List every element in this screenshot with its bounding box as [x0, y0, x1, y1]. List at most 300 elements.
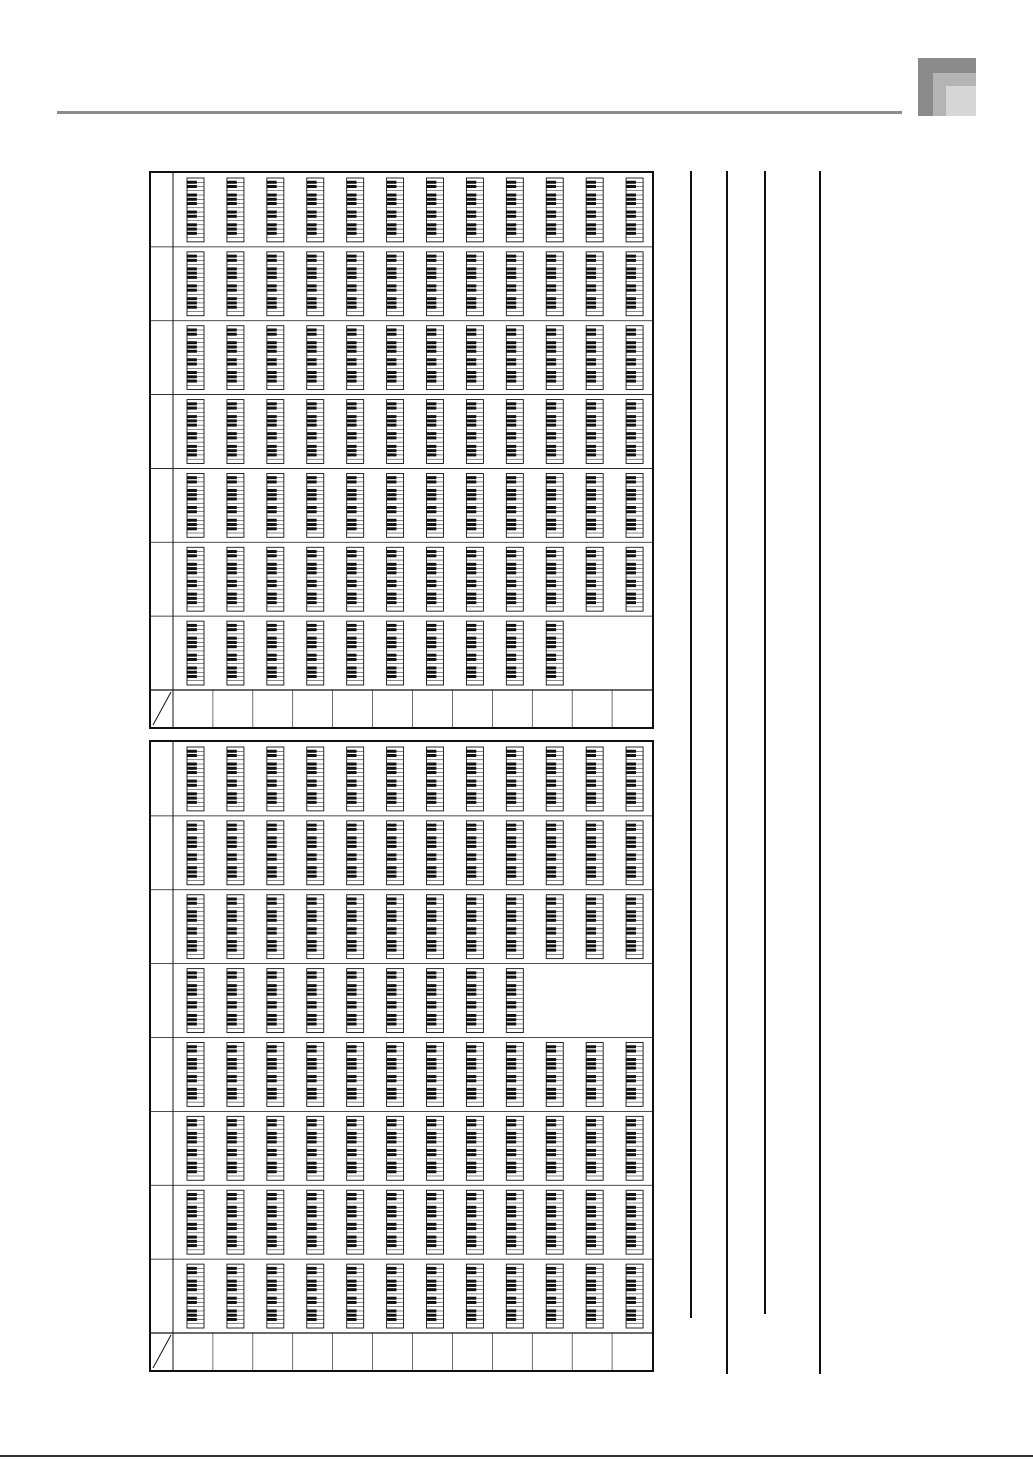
keyboard-diagram [187, 1116, 204, 1180]
black-key [506, 232, 516, 235]
black-key [586, 480, 596, 483]
black-key [347, 915, 357, 918]
black-key [187, 853, 197, 856]
black-key [307, 836, 317, 839]
black-key [267, 380, 277, 383]
keyboard-diagram [586, 400, 603, 464]
black-key [387, 866, 397, 869]
black-key [626, 910, 636, 913]
keyboard-diagram [586, 1264, 603, 1328]
black-key [506, 497, 516, 500]
black-key [187, 624, 197, 627]
footer-rule [0, 1455, 1033, 1457]
black-key [466, 1227, 476, 1230]
black-key [626, 198, 636, 201]
black-key [586, 328, 596, 331]
black-key [506, 194, 516, 197]
black-key [347, 1236, 357, 1239]
black-key [586, 1119, 596, 1122]
black-key [267, 346, 277, 349]
black-key [387, 1050, 397, 1053]
black-key [387, 780, 397, 783]
black-key [427, 628, 437, 631]
black-key [506, 1223, 516, 1226]
black-key [546, 523, 556, 526]
black-key [267, 350, 277, 353]
black-key [267, 211, 277, 214]
black-key [586, 306, 596, 309]
black-key [307, 1170, 317, 1173]
black-key [227, 828, 237, 831]
black-key [227, 1236, 237, 1239]
black-key [187, 1288, 197, 1291]
black-key [506, 350, 516, 353]
black-key [546, 584, 556, 587]
black-key [187, 1062, 197, 1065]
black-key [307, 866, 317, 869]
black-key [267, 301, 277, 304]
keyboard-diagram [267, 252, 284, 316]
black-key [586, 1123, 596, 1126]
keyboard-diagram [586, 252, 603, 316]
black-key [307, 1284, 317, 1287]
black-key [466, 949, 476, 952]
black-key [586, 1193, 596, 1196]
black-key [466, 767, 476, 770]
black-key [387, 927, 397, 930]
black-key [427, 497, 437, 500]
keyboard-diagram [307, 821, 324, 885]
black-key [506, 671, 516, 674]
black-key [506, 506, 516, 509]
black-key [626, 185, 636, 188]
black-key [546, 232, 556, 235]
keyboard-diagram [546, 400, 563, 464]
black-key [267, 767, 277, 770]
black-key [187, 1301, 197, 1304]
black-key [387, 792, 397, 795]
black-key [347, 1210, 357, 1213]
black-key [307, 984, 317, 987]
keyboard-diagram [187, 1264, 204, 1328]
black-key [466, 527, 476, 530]
black-key [506, 333, 516, 336]
black-key [546, 645, 556, 648]
black-key [506, 1240, 516, 1243]
black-key [307, 1119, 317, 1122]
black-key [586, 407, 596, 410]
black-key [307, 1058, 317, 1061]
black-key [626, 301, 636, 304]
black-key [586, 845, 596, 848]
black-key [387, 1170, 397, 1173]
black-key [387, 1136, 397, 1139]
black-key [506, 202, 516, 205]
black-key [347, 780, 357, 783]
black-key [347, 476, 357, 479]
black-key [187, 797, 197, 800]
black-key [427, 1244, 437, 1247]
black-key [387, 407, 397, 410]
keyboard-diagram [586, 821, 603, 885]
black-key [227, 628, 237, 631]
black-key [586, 445, 596, 448]
keyboard-diagram [347, 1043, 364, 1107]
black-key [427, 866, 437, 869]
black-key [267, 424, 277, 427]
black-key [626, 927, 636, 930]
keyboard-diagram [187, 252, 204, 316]
black-key [427, 940, 437, 943]
black-key [466, 1314, 476, 1317]
keyboard-diagram [347, 821, 364, 885]
black-key [347, 845, 357, 848]
black-key [187, 845, 197, 848]
black-key [506, 407, 516, 410]
black-key [586, 597, 596, 600]
black-key [187, 1067, 197, 1070]
black-key [586, 1045, 596, 1048]
black-key [227, 1153, 237, 1156]
black-key [187, 1079, 197, 1082]
black-key [347, 1197, 357, 1200]
black-key [427, 563, 437, 566]
black-key [387, 1280, 397, 1283]
black-key [227, 637, 237, 640]
black-key [267, 1153, 277, 1156]
black-key [626, 1050, 636, 1053]
black-key [586, 223, 596, 226]
black-key [546, 853, 556, 856]
black-key [267, 1318, 277, 1321]
black-key [626, 380, 636, 383]
black-key [187, 898, 197, 901]
black-key [427, 593, 437, 596]
black-key [267, 1236, 277, 1239]
black-key [187, 506, 197, 509]
black-key [227, 1136, 237, 1139]
black-key [506, 341, 516, 344]
black-key [546, 1149, 556, 1152]
black-key [187, 666, 197, 669]
black-key [187, 375, 197, 378]
black-key [387, 1301, 397, 1304]
black-key [506, 301, 516, 304]
black-key [427, 527, 437, 530]
black-key [506, 824, 516, 827]
black-key [267, 927, 277, 930]
keyboard-diagram [506, 252, 523, 316]
black-key [227, 432, 237, 435]
black-key [586, 1136, 596, 1139]
black-key [387, 845, 397, 848]
black-key [626, 1280, 636, 1283]
black-key [347, 1119, 357, 1122]
keyboard-diagram [267, 1116, 284, 1180]
black-key [307, 1206, 317, 1209]
keyboard-diagram [387, 1116, 404, 1180]
black-key [267, 902, 277, 905]
black-key [347, 371, 357, 374]
black-key [307, 1005, 317, 1008]
black-key [586, 1062, 596, 1065]
black-key [267, 801, 277, 804]
black-key [466, 567, 476, 570]
black-key [227, 1193, 237, 1196]
black-key [307, 949, 317, 952]
black-key [586, 333, 596, 336]
black-key [427, 976, 437, 979]
black-key [187, 784, 197, 787]
black-key [227, 1001, 237, 1004]
keyboard-diagram [387, 1264, 404, 1328]
black-key [427, 580, 437, 583]
black-key [387, 276, 397, 279]
black-key [347, 763, 357, 766]
black-key [267, 371, 277, 374]
keyboard-diagram [626, 747, 643, 811]
black-key [387, 671, 397, 674]
black-key [387, 836, 397, 839]
keyboard-diagram [347, 547, 364, 611]
black-key [267, 1018, 277, 1021]
black-key [506, 328, 516, 331]
black-key [347, 919, 357, 922]
black-key [187, 976, 197, 979]
black-key [267, 654, 277, 657]
black-key [227, 1132, 237, 1135]
black-key [267, 841, 277, 844]
black-key [427, 853, 437, 856]
black-key [227, 593, 237, 596]
keyboard-diagram [267, 400, 284, 464]
black-key [187, 1092, 197, 1095]
keyboard-diagram [466, 1043, 483, 1107]
black-key [187, 870, 197, 873]
black-key [307, 1223, 317, 1226]
black-key [307, 571, 317, 574]
black-key [227, 641, 237, 644]
black-key [506, 493, 516, 496]
black-key [586, 493, 596, 496]
black-key [506, 902, 516, 905]
black-key [586, 506, 596, 509]
black-key [586, 875, 596, 878]
keyboard-diagram [466, 1264, 483, 1328]
black-key [586, 523, 596, 526]
keyboard-diagram [427, 1116, 444, 1180]
black-key [187, 259, 197, 262]
black-key [227, 1005, 237, 1008]
keyboard-diagram [626, 1264, 643, 1328]
black-key [466, 763, 476, 766]
black-key [307, 523, 317, 526]
black-key [227, 519, 237, 522]
black-key [307, 1227, 317, 1230]
keyboard-diagram [427, 1264, 444, 1328]
black-key [427, 1149, 437, 1152]
keyboard-diagram [506, 1264, 523, 1328]
keyboard-diagram [347, 621, 364, 685]
black-key [546, 480, 556, 483]
black-key [427, 333, 437, 336]
black-key [307, 898, 317, 901]
black-key [267, 1240, 277, 1243]
black-key [506, 380, 516, 383]
black-key [347, 301, 357, 304]
black-key [227, 940, 237, 943]
black-key [626, 1197, 636, 1200]
black-key [466, 1170, 476, 1173]
black-key [187, 984, 197, 987]
black-key [586, 453, 596, 456]
black-key [427, 1153, 437, 1156]
black-key [307, 763, 317, 766]
black-key [307, 1001, 317, 1004]
black-key [387, 675, 397, 678]
black-key [626, 824, 636, 827]
black-key [466, 328, 476, 331]
black-key [347, 1162, 357, 1165]
black-key [466, 380, 476, 383]
black-key [626, 1075, 636, 1078]
black-key [466, 1267, 476, 1270]
black-key [227, 1162, 237, 1165]
black-key [546, 784, 556, 787]
black-key [506, 185, 516, 188]
black-key [466, 1166, 476, 1169]
black-key [427, 419, 437, 422]
black-key [626, 527, 636, 530]
black-key [586, 584, 596, 587]
black-key [427, 1318, 437, 1321]
black-key [187, 754, 197, 757]
black-key [227, 1297, 237, 1300]
keyboard-diagram [387, 1043, 404, 1107]
keyboard-diagram [506, 621, 523, 685]
black-key [546, 666, 556, 669]
black-key [626, 497, 636, 500]
black-key [267, 419, 277, 422]
black-key [546, 506, 556, 509]
black-key [267, 1244, 277, 1247]
black-key [506, 641, 516, 644]
black-key [387, 232, 397, 235]
black-key [626, 415, 636, 418]
black-key [387, 1314, 397, 1317]
black-key [387, 198, 397, 201]
black-key [546, 489, 556, 492]
black-key [307, 1088, 317, 1091]
black-key [546, 792, 556, 795]
keyboard-diagram [466, 178, 483, 242]
black-key [466, 1318, 476, 1321]
black-key [626, 792, 636, 795]
black-key [307, 550, 317, 553]
black-key [347, 480, 357, 483]
black-key [307, 563, 317, 566]
black-key [307, 580, 317, 583]
black-key [227, 1214, 237, 1217]
black-key [267, 1058, 277, 1061]
black-key [546, 1240, 556, 1243]
black-key [227, 1045, 237, 1048]
black-key [427, 584, 437, 587]
black-key [347, 1227, 357, 1230]
keyboard-diagram [347, 969, 364, 1033]
black-key [187, 228, 197, 231]
black-key [347, 228, 357, 231]
black-key [466, 1193, 476, 1196]
black-key [307, 407, 317, 410]
black-key [506, 1092, 516, 1095]
lower-chord-table [149, 740, 654, 1372]
black-key [227, 932, 237, 935]
black-key [187, 1022, 197, 1025]
black-key [187, 654, 197, 657]
black-key [187, 801, 197, 804]
black-key [586, 510, 596, 513]
black-key [267, 402, 277, 405]
black-key [546, 301, 556, 304]
black-key [347, 828, 357, 831]
black-key [466, 580, 476, 583]
black-key [586, 1288, 596, 1291]
black-key [466, 940, 476, 943]
black-key [347, 949, 357, 952]
black-key [227, 563, 237, 566]
black-key [427, 346, 437, 349]
black-key [506, 771, 516, 774]
black-key [347, 436, 357, 439]
black-key [387, 1088, 397, 1091]
black-key [267, 797, 277, 800]
black-key [227, 358, 237, 361]
black-key [626, 445, 636, 448]
black-key [427, 1079, 437, 1082]
black-key [626, 567, 636, 570]
black-key [187, 480, 197, 483]
black-key [586, 949, 596, 952]
black-key [506, 306, 516, 309]
black-key [187, 841, 197, 844]
black-key [267, 1210, 277, 1213]
black-key [387, 824, 397, 827]
black-key [227, 971, 237, 974]
black-key [466, 645, 476, 648]
black-key [187, 671, 197, 674]
keyboard-diagram [466, 326, 483, 390]
black-key [546, 272, 556, 275]
black-key [387, 567, 397, 570]
black-key [546, 194, 556, 197]
black-key [347, 1005, 357, 1008]
black-key [626, 944, 636, 947]
black-key [427, 1119, 437, 1122]
black-key [427, 1136, 437, 1139]
black-key [387, 333, 397, 336]
black-key [187, 1267, 197, 1270]
black-key [427, 801, 437, 804]
black-key [506, 792, 516, 795]
black-key [586, 259, 596, 262]
black-key [626, 1271, 636, 1274]
keyboard-diagram [506, 178, 523, 242]
black-key [307, 476, 317, 479]
black-key [187, 1140, 197, 1143]
black-key [227, 284, 237, 287]
black-key [347, 358, 357, 361]
